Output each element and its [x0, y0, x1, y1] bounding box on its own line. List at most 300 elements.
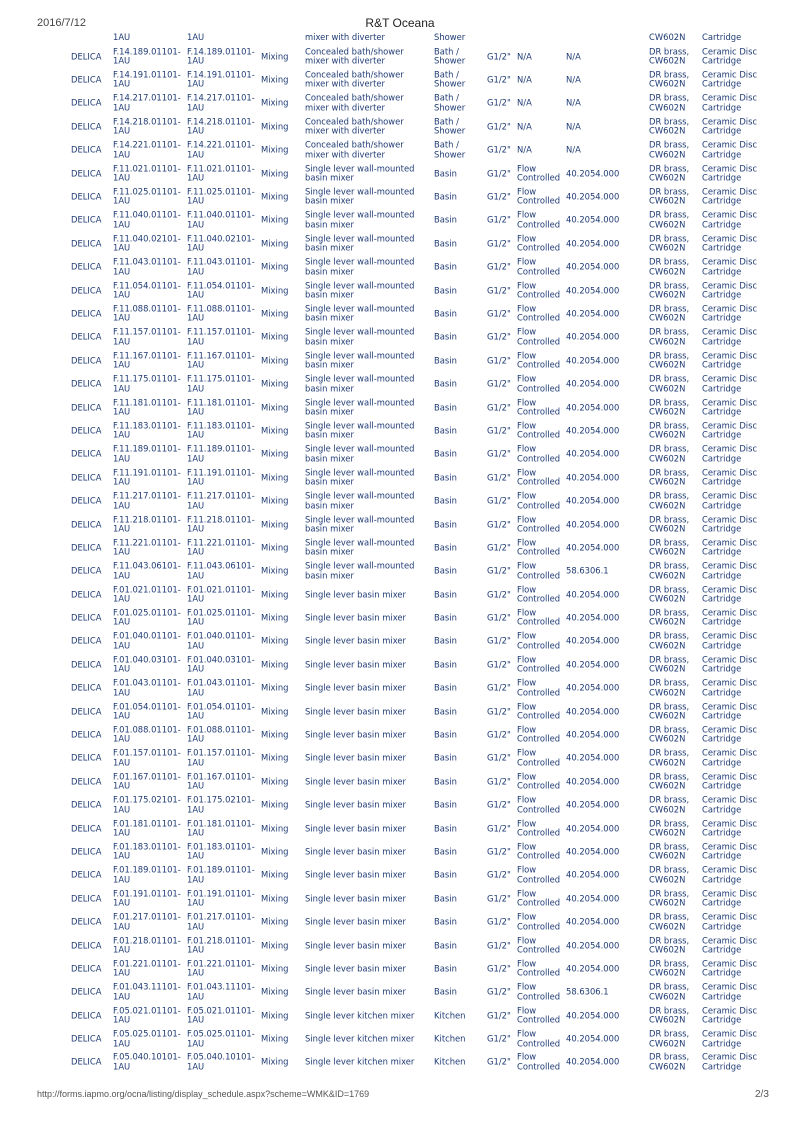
- model-number-alt-cell-line: F.11.218.01101-: [187, 514, 255, 525]
- model-number-cell-line: 1AU: [113, 967, 131, 978]
- model-number-alt-cell-line: 1AU: [187, 593, 205, 604]
- material-cell-line: DR brass,: [649, 514, 690, 525]
- category-cell: [434, 473, 457, 482]
- category-cell-line: Basin: [434, 799, 457, 810]
- category-cell: [434, 871, 457, 880]
- brand-cell: [71, 1058, 101, 1067]
- cartridge-cell-line: Ceramic Disc: [702, 210, 758, 221]
- model-number-alt-cell: [187, 281, 255, 300]
- model-number-cell: [113, 936, 181, 955]
- model-number-cell-line: F.14.191.01101-: [113, 69, 181, 80]
- model-number-alt-cell-line: F.01.189.01101-: [187, 864, 255, 875]
- table-row: [62, 1027, 762, 1050]
- flow-cell-line: N/A: [517, 74, 532, 85]
- category-cell: [434, 894, 457, 903]
- size-cell-line: G1/2": [487, 144, 511, 155]
- category-cell-line: Basin: [434, 425, 457, 436]
- size-cell: [487, 754, 511, 763]
- model-number-cell-line: 1AU: [113, 242, 131, 253]
- cartridge-cell-line: Ceramic Disc: [702, 818, 758, 829]
- brand-cell: [71, 847, 101, 856]
- category-cell: [434, 637, 457, 646]
- code-cell: [566, 941, 619, 950]
- size-cell: [487, 637, 511, 646]
- flow-cell: [517, 726, 560, 745]
- model-number-cell-line: 1AU: [113, 500, 131, 511]
- flow-cell-line: Controlled: [517, 944, 561, 955]
- flow-cell-line: Controlled: [517, 897, 561, 908]
- code-cell-line: 40.2054.000: [566, 588, 620, 599]
- model-number-cell-line: F.05.021.01101-: [113, 1005, 181, 1016]
- model-number-cell: [113, 422, 181, 441]
- code-cell-line: 40.2054.000: [566, 331, 620, 342]
- material-cell-line: CW602N: [649, 289, 686, 300]
- model-number-alt-cell-line: F.11.175.01101-: [187, 373, 255, 384]
- model-number-alt-cell: [187, 655, 255, 674]
- size-cell: [487, 543, 511, 552]
- size-cell-line: G1/2": [487, 963, 511, 974]
- flow-cell: [517, 468, 560, 487]
- category-cell: [434, 543, 457, 552]
- model-number-alt-cell: [187, 913, 255, 932]
- size-cell-line: G1/2": [487, 776, 511, 787]
- cartridge-cell: [702, 726, 757, 745]
- material-cell: [649, 749, 689, 768]
- type-cell-line: Mixing: [261, 939, 289, 950]
- model-number-alt-cell: [187, 843, 255, 862]
- material-cell: [649, 960, 689, 979]
- size-cell-line: G1/2": [487, 448, 511, 459]
- source-url-link[interactable]: http://forms.iapmo.org/ocna/listing/display_schedule.aspx?scheme=WMK&ID=1769: [37, 1089, 370, 1099]
- cartridge-cell: [702, 1006, 757, 1025]
- description-cell: [305, 258, 414, 277]
- model-number-alt-cell-line: 1AU: [187, 710, 205, 721]
- material-cell-line: DR brass,: [649, 677, 690, 688]
- size-cell: [487, 800, 511, 809]
- code-cell: [566, 847, 619, 856]
- model-number-alt-cell-line: 1AU: [187, 1038, 205, 1049]
- description-cell: [305, 800, 406, 809]
- model-number-alt-cell: [187, 632, 255, 651]
- brand-cell-line: DELICA: [71, 214, 102, 225]
- model-number-cell: [113, 117, 181, 136]
- model-number-alt-cell-line: 1AU: [187, 640, 205, 651]
- model-number-alt-cell: [187, 726, 255, 745]
- category-cell: [434, 1011, 465, 1020]
- flow-cell: [517, 1006, 560, 1025]
- code-cell-line: 40.2054.000: [566, 167, 620, 178]
- model-number-alt-cell-line: F.01.040.03101-: [187, 654, 255, 665]
- flow-cell: [517, 305, 560, 324]
- material-cell-line: CW602N: [649, 383, 686, 394]
- type-cell: [261, 660, 288, 669]
- category-cell-line: Bath /: [434, 139, 459, 150]
- category-cell: [434, 47, 465, 66]
- model-number-cell: [113, 679, 181, 698]
- type-cell-line: Mixing: [261, 1056, 289, 1067]
- cartridge-cell-line: Ceramic Disc: [702, 724, 758, 735]
- size-cell-line: G1/2": [487, 167, 511, 178]
- model-number-alt-cell: [187, 258, 255, 277]
- model-number-cell-line: 1AU: [113, 312, 131, 323]
- size-cell-line: G1/2": [487, 588, 511, 599]
- table-row: [62, 209, 762, 232]
- code-cell-line: 58.6306.1: [566, 986, 609, 997]
- cartridge-cell: [702, 585, 757, 604]
- model-number-alt-cell: [187, 1030, 255, 1049]
- category-cell-line: Kitchen: [434, 1056, 466, 1067]
- model-number-cell-line: F.11.043.01101-: [113, 256, 181, 267]
- type-cell-line: Mixing: [261, 588, 289, 599]
- code-cell-line: 40.2054.000: [566, 518, 620, 529]
- model-number-alt-cell-line: F.05.021.01101-: [187, 1005, 255, 1016]
- table-row: [62, 489, 762, 512]
- material-cell-line: DR brass,: [649, 911, 690, 922]
- category-cell-line: Basin: [434, 238, 457, 249]
- description-cell-line: Single lever basin mixer: [305, 682, 406, 693]
- model-number-alt-cell: [187, 234, 255, 253]
- description-cell-line: Single lever basin mixer: [305, 776, 406, 787]
- type-cell-line: Mixing: [261, 893, 289, 904]
- model-number-cell-line: 1AU: [113, 804, 131, 815]
- model-number-cell: [113, 351, 181, 370]
- cartridge-cell-line: Cartridge: [702, 172, 742, 183]
- code-cell: [566, 590, 619, 599]
- brand-cell: [71, 216, 101, 225]
- model-number-alt-cell-line: 1AU: [187, 827, 205, 838]
- model-number-cell-line: F.01.167.01101-: [113, 771, 181, 782]
- description-cell-line: basin mixer: [305, 406, 354, 417]
- model-cell: 1AU: [187, 32, 205, 42]
- model-number-alt-cell: [187, 492, 255, 511]
- flow-cell-line: Controlled: [517, 757, 561, 768]
- size-cell-line: G1/2": [487, 401, 511, 412]
- category-cell: [434, 847, 457, 856]
- type-cell: [261, 426, 288, 435]
- category-cell-line: Shower: [434, 79, 466, 90]
- code-cell: [566, 964, 619, 973]
- model-number-alt-cell-line: F.11.181.01101-: [187, 397, 255, 408]
- material-cell-line: CW602N: [649, 897, 686, 908]
- model-number-cell: [113, 866, 181, 885]
- flow-cell: [517, 749, 560, 768]
- flow-cell-line: Controlled: [517, 312, 561, 323]
- size-cell: [487, 730, 511, 739]
- model-number-cell-line: F.11.167.01101-: [113, 350, 181, 361]
- category-cell: Shower: [434, 32, 466, 42]
- material-cell-line: DR brass,: [649, 116, 690, 127]
- flow-cell: [517, 843, 560, 862]
- cartridge-cell: [702, 609, 757, 628]
- model-number-alt-cell: [187, 866, 255, 885]
- flow-cell-line: Flow: [517, 771, 537, 782]
- flow-cell-line: N/A: [517, 97, 532, 108]
- material-cell: [649, 1053, 689, 1072]
- model-number-alt-cell-line: 1AU: [187, 757, 205, 768]
- type-cell: [261, 333, 288, 342]
- cartridge-cell-line: Ceramic Disc: [702, 326, 758, 337]
- cartridge-cell: Cartridge: [702, 32, 742, 42]
- flow-cell-line: Controlled: [517, 196, 561, 207]
- description-cell-line: Single lever wall-mounted: [305, 163, 415, 174]
- type-cell: [261, 590, 288, 599]
- model-number-alt-cell: [187, 538, 255, 557]
- cartridge-cell: [702, 1053, 757, 1072]
- cartridge-cell-line: Ceramic Disc: [702, 607, 758, 618]
- category-cell-line: Basin: [434, 588, 457, 599]
- brand-cell-line: DELICA: [71, 401, 102, 412]
- brand-cell-line: DELICA: [71, 588, 102, 599]
- cartridge-cell-line: Ceramic Disc: [702, 958, 758, 969]
- brand-cell: [71, 567, 101, 576]
- model-number-cell-line: F.11.021.01101-: [113, 163, 181, 174]
- material-cell-line: CW602N: [649, 429, 686, 440]
- material-cell-line: CW602N: [649, 242, 686, 253]
- description-cell-line: Single lever wall-mounted: [305, 186, 415, 197]
- model-number-cell: [113, 445, 181, 464]
- model-number-alt-cell: [187, 47, 255, 66]
- description-cell-line: Single lever wall-mounted: [305, 537, 415, 548]
- cartridge-cell: [702, 655, 757, 674]
- description-cell: [305, 613, 406, 622]
- code-cell: [566, 1011, 619, 1020]
- category-cell-line: Basin: [434, 495, 457, 506]
- material-cell-line: CW602N: [649, 125, 686, 136]
- cartridge-cell-line: Ceramic Disc: [702, 584, 758, 595]
- type-cell: [261, 1034, 288, 1043]
- model-number-alt-cell: [187, 445, 255, 464]
- cartridge-cell-line: Ceramic Disc: [702, 139, 758, 150]
- size-cell-line: G1/2": [487, 191, 511, 202]
- brand-cell: [71, 403, 101, 412]
- material-cell-line: CW602N: [649, 336, 686, 347]
- description-cell-line: Single lever basin mixer: [305, 635, 406, 646]
- flow-cell-line: Flow: [517, 326, 537, 337]
- cartridge-cell: [702, 164, 757, 183]
- model-number-cell-line: 1AU: [113, 921, 131, 932]
- category-cell: [434, 117, 465, 136]
- model-number-cell: [113, 1053, 181, 1072]
- cartridge-cell-line: Cartridge: [702, 804, 742, 815]
- flow-cell-line: Controlled: [517, 429, 561, 440]
- model-number-cell-line: F.11.175.01101-: [113, 373, 181, 384]
- page-title: R&T Oceana: [365, 16, 435, 30]
- type-cell: [261, 847, 288, 856]
- flow-cell: [517, 796, 560, 815]
- size-cell: [487, 613, 511, 622]
- cartridge-cell-line: Ceramic Disc: [702, 677, 758, 688]
- table-row-continued: [62, 33, 762, 45]
- model-number-cell-line: 1AU: [113, 687, 131, 698]
- flow-cell-line: N/A: [517, 121, 532, 132]
- table-row: [62, 232, 762, 255]
- material-cell-line: DR brass,: [649, 186, 690, 197]
- size-cell-line: G1/2": [487, 612, 511, 623]
- model-number-alt-cell-line: 1AU: [187, 336, 205, 347]
- code-cell-line: 40.2054.000: [566, 448, 620, 459]
- model-number-alt-cell-line: 1AU: [187, 406, 205, 417]
- type-cell-line: Mixing: [261, 518, 289, 529]
- cartridge-cell: [702, 141, 757, 160]
- category-cell: [434, 1058, 465, 1067]
- material-cell: [649, 866, 689, 885]
- brand-cell: [71, 637, 101, 646]
- material-cell-line: CW602N: [649, 687, 686, 698]
- cartridge-cell: [702, 843, 757, 862]
- material-cell-line: CW602N: [649, 710, 686, 721]
- model-number-cell-line: 1AU: [113, 570, 131, 581]
- material-cell-line: DR brass,: [649, 864, 690, 875]
- model-number-alt-cell: [187, 351, 255, 370]
- cartridge-cell-line: Cartridge: [702, 429, 742, 440]
- description-cell-line: Single lever basin mixer: [305, 752, 406, 763]
- brand-cell: [71, 988, 101, 997]
- table-row: [62, 583, 762, 606]
- material-cell-line: CW602N: [649, 593, 686, 604]
- size-cell: [487, 75, 511, 84]
- model-number-cell: [113, 258, 181, 277]
- flow-cell-line: Flow: [517, 935, 537, 946]
- code-cell: [566, 192, 619, 201]
- material-cell-line: CW602N: [649, 1061, 686, 1072]
- material-cell: [649, 258, 689, 277]
- code-cell-line: 40.2054.000: [566, 963, 620, 974]
- type-cell: [261, 964, 288, 973]
- model-number-cell: [113, 983, 181, 1002]
- brand-cell-line: DELICA: [71, 121, 102, 132]
- material-cell-line: DR brass,: [649, 350, 690, 361]
- code-cell-line: 40.2054.000: [566, 472, 620, 483]
- table-row: [62, 981, 762, 1004]
- material-cell-line: DR brass,: [649, 654, 690, 665]
- code-cell: [566, 800, 619, 809]
- model-number-cell-line: F.01.088.01101-: [113, 724, 181, 735]
- description-cell: [305, 234, 414, 253]
- brand-cell: [71, 613, 101, 622]
- model-number-alt-cell-line: 1AU: [187, 570, 205, 581]
- category-cell-line: Basin: [434, 261, 457, 272]
- brand-cell-line: DELICA: [71, 986, 102, 997]
- brand-cell: [71, 1034, 101, 1043]
- table-row: [62, 723, 762, 746]
- description-cell: [305, 398, 414, 417]
- description-cell-line: Single lever wall-mounted: [305, 373, 415, 384]
- model-number-alt-cell-line: F.01.183.01101-: [187, 841, 255, 852]
- flow-cell-line: Flow: [517, 677, 537, 688]
- flow-cell-line: Flow: [517, 233, 537, 244]
- material-cell-line: DR brass,: [649, 303, 690, 314]
- flow-cell: [517, 164, 560, 183]
- brand-cell-line: DELICA: [71, 261, 102, 272]
- description-cell-line: Concealed bath/shower: [305, 69, 404, 80]
- type-cell: [261, 75, 288, 84]
- model-number-cell-line: F.01.043.11101-: [113, 981, 181, 992]
- description-cell-line: Concealed bath/shower: [305, 139, 404, 150]
- cartridge-cell-line: Cartridge: [702, 827, 742, 838]
- description-cell: [305, 637, 406, 646]
- category-cell-line: Basin: [434, 822, 457, 833]
- description-cell-line: Single lever basin mixer: [305, 916, 406, 927]
- type-cell-line: Mixing: [261, 846, 289, 857]
- material-cell-line: CW602N: [649, 570, 686, 581]
- table-row: [62, 396, 762, 419]
- category-cell-line: Basin: [434, 869, 457, 880]
- flow-cell: [517, 515, 560, 534]
- material-cell-line: DR brass,: [649, 280, 690, 291]
- code-cell-line: 40.2054.000: [566, 705, 620, 716]
- model-number-alt-cell-line: F.11.054.01101-: [187, 280, 255, 291]
- code-cell: [566, 824, 619, 833]
- flow-cell-line: Controlled: [517, 617, 561, 628]
- type-cell: [261, 824, 288, 833]
- flow-cell: [517, 75, 532, 84]
- size-cell: [487, 99, 511, 108]
- size-cell-line: G1/2": [487, 1056, 511, 1067]
- cartridge-cell: [702, 258, 757, 277]
- flow-cell-line: Flow: [517, 303, 537, 314]
- cartridge-cell-line: Cartridge: [702, 991, 742, 1002]
- description-cell-line: Single lever wall-mounted: [305, 210, 415, 221]
- description-cell-line: mixer with diverter: [305, 55, 385, 66]
- table-row: [62, 349, 762, 372]
- model-number-cell: [113, 398, 181, 417]
- category-cell: [434, 988, 457, 997]
- cartridge-cell: [702, 47, 757, 66]
- material-cell: [649, 117, 689, 136]
- description-cell-line: Single lever kitchen mixer: [305, 1056, 415, 1067]
- table-row: [62, 560, 762, 583]
- model-number-cell-line: F.11.040.02101-: [113, 233, 181, 244]
- model-number-alt-cell-line: F.01.221.01101-: [187, 958, 255, 969]
- model-number-alt-cell-line: F.14.217.01101-: [187, 93, 255, 104]
- cartridge-cell: [702, 328, 757, 347]
- type-cell: [261, 917, 288, 926]
- code-cell: [566, 146, 581, 155]
- model-number-alt-cell: [187, 889, 255, 908]
- size-cell-line: G1/2": [487, 822, 511, 833]
- model-number-alt-cell-line: F.01.217.01101-: [187, 911, 255, 922]
- description-cell: [305, 281, 414, 300]
- flow-cell-line: Flow: [517, 841, 537, 852]
- material-cell-line: DR brass,: [649, 1005, 690, 1016]
- material-cell-line: CW602N: [649, 546, 686, 557]
- description-cell-line: Single lever wall-mounted: [305, 350, 415, 361]
- code-cell-line: 40.2054.000: [566, 659, 620, 670]
- material-cell-line: CW602N: [649, 266, 686, 277]
- brand-cell-line: DELICA: [71, 284, 102, 295]
- model-number-cell-line: F.11.025.01101-: [113, 186, 181, 197]
- code-cell-line: N/A: [566, 74, 581, 85]
- size-cell: [487, 309, 511, 318]
- size-cell-line: G1/2": [487, 472, 511, 483]
- brand-cell: [71, 146, 101, 155]
- cartridge-cell-line: Cartridge: [702, 640, 742, 651]
- brand-cell-line: DELICA: [71, 97, 102, 108]
- model-number-alt-cell-line: F.11.221.01101-: [187, 537, 255, 548]
- category-cell: [434, 94, 465, 113]
- model-number-alt-cell: [187, 1006, 255, 1025]
- model-number-cell: [113, 211, 181, 230]
- table-row: [62, 794, 762, 817]
- type-cell-line: Mixing: [261, 916, 289, 927]
- code-cell: [566, 684, 619, 693]
- flow-cell-line: Controlled: [517, 476, 561, 487]
- model-number-cell-line: 1AU: [113, 757, 131, 768]
- table-row: [62, 700, 762, 723]
- code-cell: [566, 613, 619, 622]
- description-cell-line: Single lever kitchen mixer: [305, 1010, 415, 1020]
- cartridge-cell-line: Cartridge: [702, 593, 742, 604]
